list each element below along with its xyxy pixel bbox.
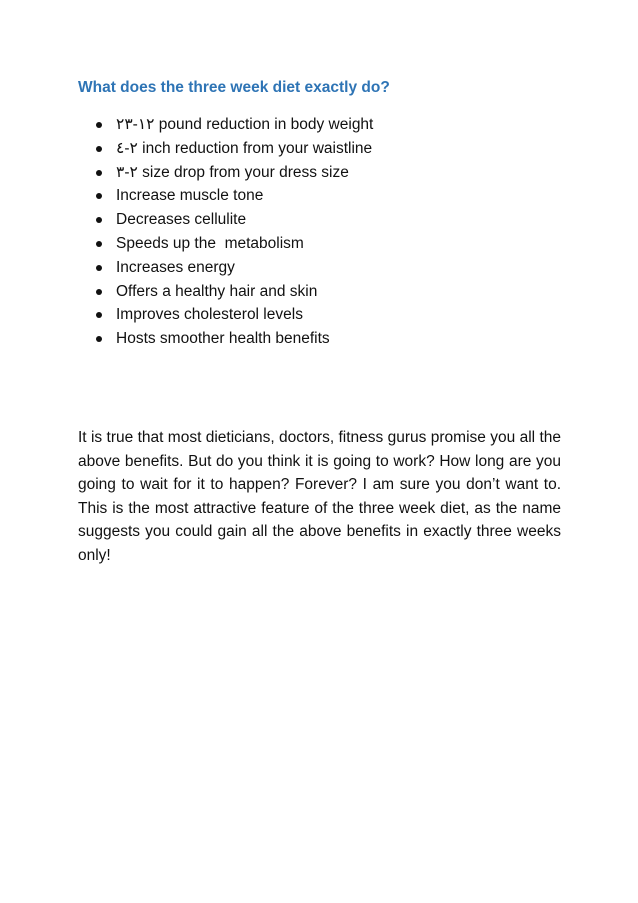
list-item bbox=[95, 327, 373, 351]
list-item bbox=[95, 137, 373, 161]
list-item-text: Increase muscle tone bbox=[116, 187, 264, 205]
body-paragraph: It is true that most dieticians, doctors, fitness gurus promise you all the above benefits. But do you think it is going to work? How long are you going to wait for it to happen? Forever? I am sure you don’t want to. This is the most attractive feature of the three week diet, as the name suggests you could gain all the above benefits in exactly three weeks only! bbox=[78, 429, 561, 564]
list-item bbox=[95, 184, 373, 208]
list-item-text: Increases energy bbox=[116, 258, 235, 276]
list-item bbox=[95, 113, 373, 137]
bullet-icon bbox=[96, 146, 102, 152]
list-item bbox=[95, 161, 373, 185]
bullet-icon bbox=[96, 241, 102, 247]
bullet-icon bbox=[96, 170, 102, 176]
list-item bbox=[95, 280, 373, 304]
bullet-icon bbox=[96, 312, 102, 318]
list-item bbox=[95, 303, 373, 327]
bullet-icon bbox=[96, 265, 102, 271]
list-item-text: Offers a healthy hair and skin bbox=[116, 282, 318, 300]
bullet-icon bbox=[96, 336, 102, 342]
list-item-text: Decreases cellulite bbox=[116, 211, 247, 229]
list-item bbox=[95, 232, 373, 256]
list-item-text: ٢-٤ inch reduction from your waistline bbox=[116, 139, 373, 157]
list-item-text: ١٢-٢٣ pound reduction in body weight bbox=[116, 116, 374, 133]
bullet-icon bbox=[96, 193, 102, 199]
list-item-text: ٢-٣ size drop from your dress size bbox=[116, 163, 349, 181]
list-item-text: Improves cholesterol levels bbox=[116, 306, 303, 324]
benefit-list bbox=[95, 113, 373, 351]
list-item-text: Hosts smoother health benefits bbox=[116, 330, 330, 348]
section-heading: What does the three week diet exactly do? bbox=[78, 79, 390, 96]
bullet-icon bbox=[96, 217, 102, 223]
list-item bbox=[95, 208, 373, 232]
list-item bbox=[95, 256, 373, 280]
list-item-text: Speeds up the metabolism bbox=[116, 234, 304, 252]
bullet-icon bbox=[96, 122, 102, 128]
bullet-icon bbox=[96, 289, 102, 295]
